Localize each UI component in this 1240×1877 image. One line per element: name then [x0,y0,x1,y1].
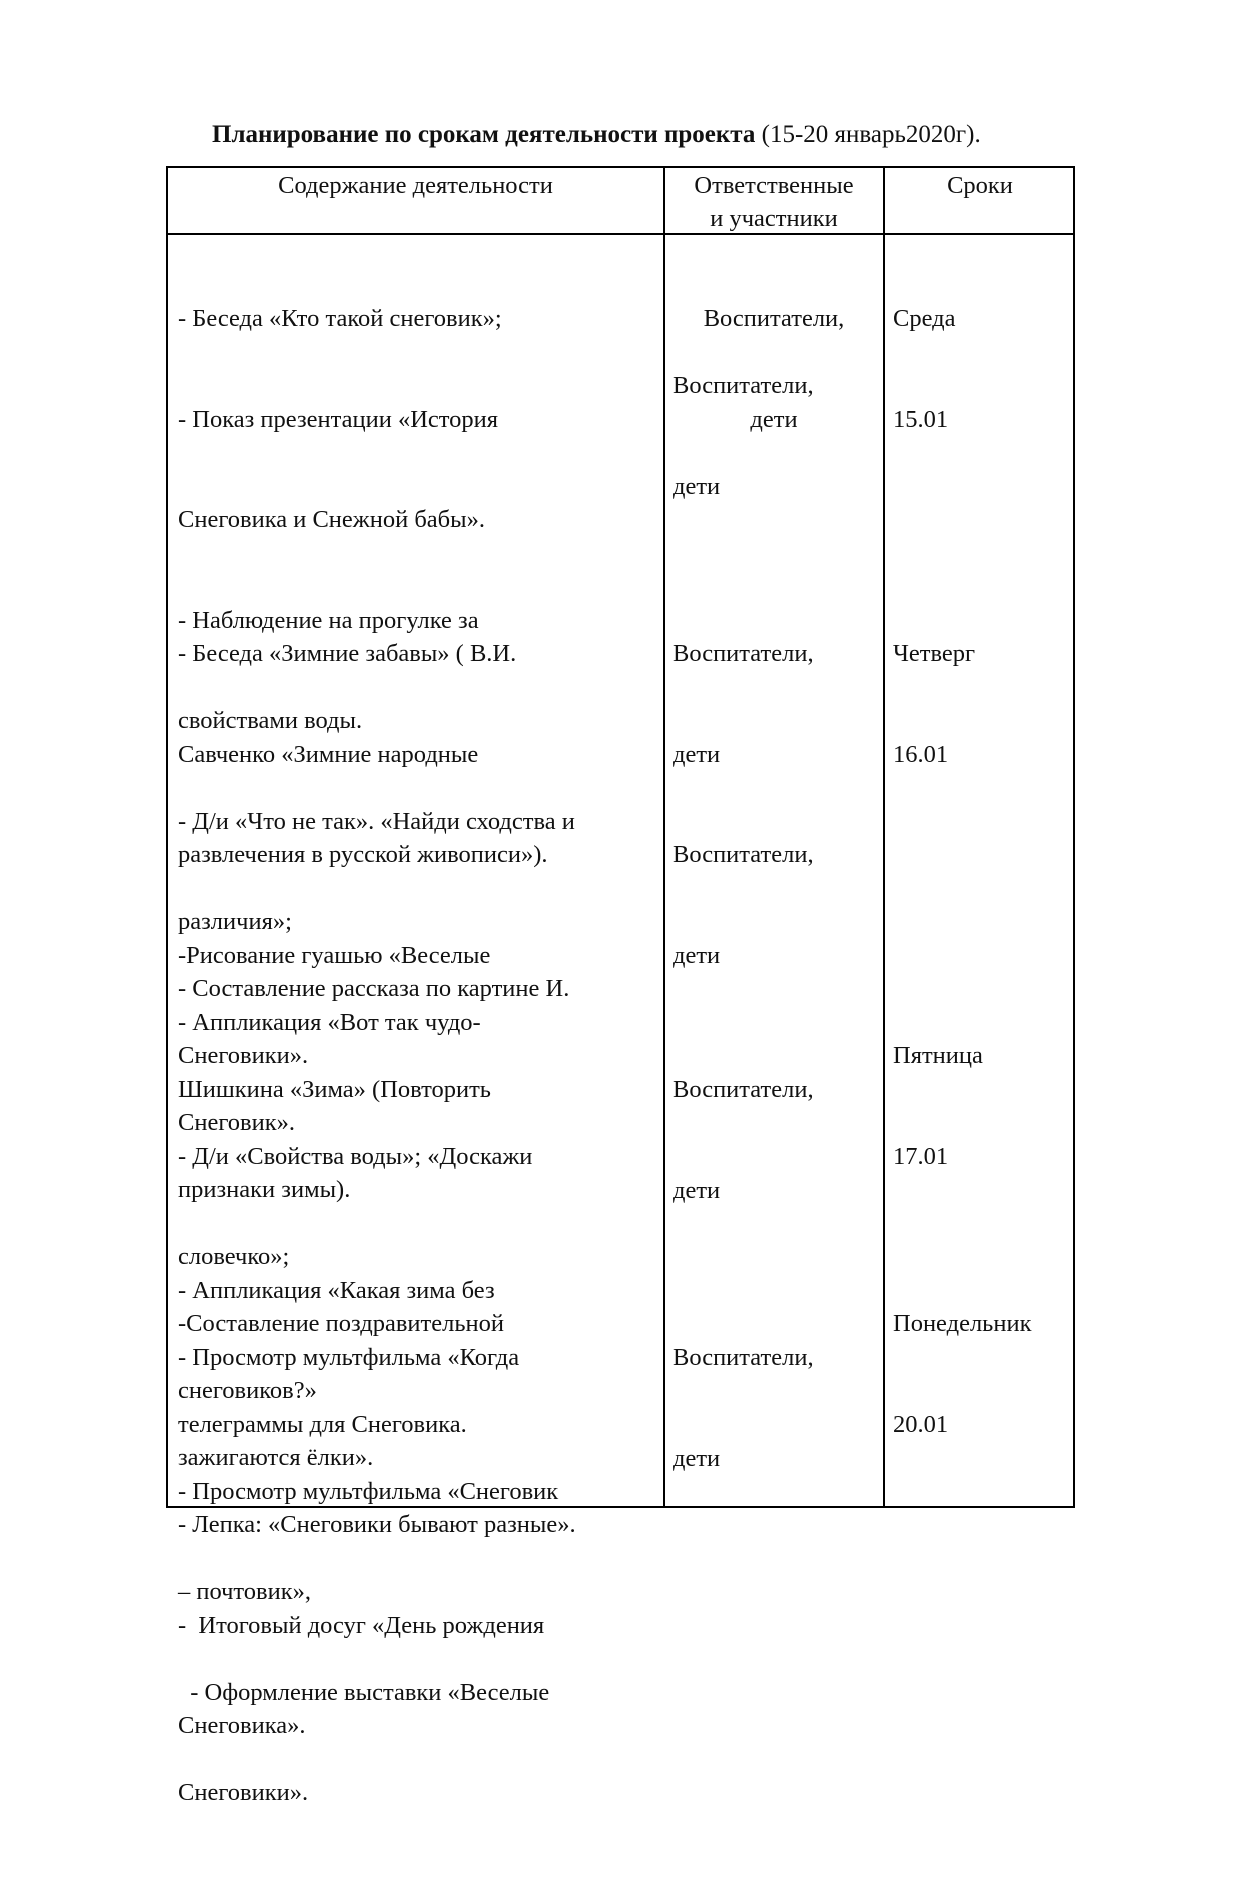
schedule-table [166,166,1075,1806]
content-line: - Аппликация «Какая зима без [178,1276,495,1304]
header-dates-label: Сроки [947,172,1013,199]
content-line: - Д/и «Что не так». «Найди сходства и [178,807,575,835]
content-line: - Наблюдение на прогулке за [178,606,479,634]
date-day: Понедельник [893,1310,1032,1337]
header-responsible-line2: и участники [710,204,838,232]
content-line: Савченко «Зимние народные [178,740,479,768]
content-line: Снеговика». [178,1712,306,1739]
responsible-line: Воспитатели, [673,841,814,868]
responsible-line: Воспитатели, [673,640,814,667]
responsible-line: Воспитатели, [673,1076,814,1103]
responsible-line: Воспитатели, [673,1344,814,1371]
block1-responsible-b [673,302,814,570]
content-line: - Оформление выставки «Веселые [178,1678,550,1706]
content-line: - Показ презентации «История [178,405,499,433]
block1-date [893,235,955,503]
responsible-line: дети [673,1176,721,1204]
date-day: Среда [893,305,956,332]
page-title-bold: Планирование по срокам деятельности проекта [212,121,756,148]
content-line: Шишкина «Зима» (Повторить [178,1075,491,1103]
responsible-line: дети [673,1444,721,1472]
date-number: 20.01 [893,1410,949,1438]
content-line: признаки зимы). [178,1176,351,1203]
responsible-line: дети [673,941,721,969]
content-line: - Составление рассказа по картине И. [178,975,570,1002]
column-divider [883,168,885,1506]
content-line: свойствами воды. [178,707,363,734]
page-title-dates: (15-20 январь2020г). [755,121,981,148]
block3-responsible [673,1006,814,1274]
content-line: - Аппликация «Вот так чудо- [178,1008,481,1036]
content-line: словечко»; [178,1243,290,1270]
block2-date [893,570,975,838]
date-day: Пятница [893,1042,983,1069]
content-line: - Итоговый досуг «День рождения [178,1611,545,1639]
date-number: 15.01 [893,405,949,433]
header-dates [885,168,1075,202]
block3-date [893,972,983,1240]
content-line: -Составление поздравительной [178,1310,505,1337]
content-line: Снеговика и Снежной бабы». [178,506,485,533]
page-title [212,120,981,150]
date-number: 16.01 [893,740,949,768]
content-line: - Лепка: «Снеговики бывают разные». [178,1511,576,1538]
content-line: - Просмотр мультфильма «Снеговик [178,1477,559,1505]
block4-date [893,1240,1031,1508]
responsible-line: дети [673,740,721,768]
responsible-line: дети [673,472,721,500]
content-line: снеговиков?» [178,1377,317,1404]
block2-responsible-b [673,771,814,1039]
block4-content [178,1240,576,1810]
content-line: зажигаются ёлки». [178,1444,374,1471]
content-line: различия»; [178,908,292,935]
content-line: – почтовик», [178,1578,312,1605]
content-line: Снеговики». [178,1779,309,1806]
block4-responsible [673,1274,814,1542]
date-number: 17.01 [893,1142,949,1170]
content-line: Снеговики». [178,1042,309,1069]
content-line: Снеговик». [178,1109,295,1136]
responsible-line: дети [750,405,798,433]
date-day: Четверг [893,640,976,667]
content-line: телеграммы для Снеговика. [178,1410,467,1438]
responsible-line: Воспитатели, [673,372,814,399]
responsible-line: Воспитатели, [703,305,845,332]
content-line: - Д/и «Свойства воды»; «Доскажи [178,1142,533,1170]
content-line: - Просмотр мультфильма «Когда [178,1343,520,1371]
content-line: -Рисование гуашью «Веселые [178,941,491,969]
header-content-label: Содержание деятельности [278,172,553,199]
content-line: - Беседа «Кто такой снеговик»; [178,305,502,332]
content-line: развлечения в русской живописи»). [178,841,548,868]
header-responsible [665,168,883,235]
content-line: - Беседа «Зимние забавы» ( В.И. [178,640,517,667]
header-content [168,168,663,202]
header-responsible-line1: Ответственные [694,172,854,199]
